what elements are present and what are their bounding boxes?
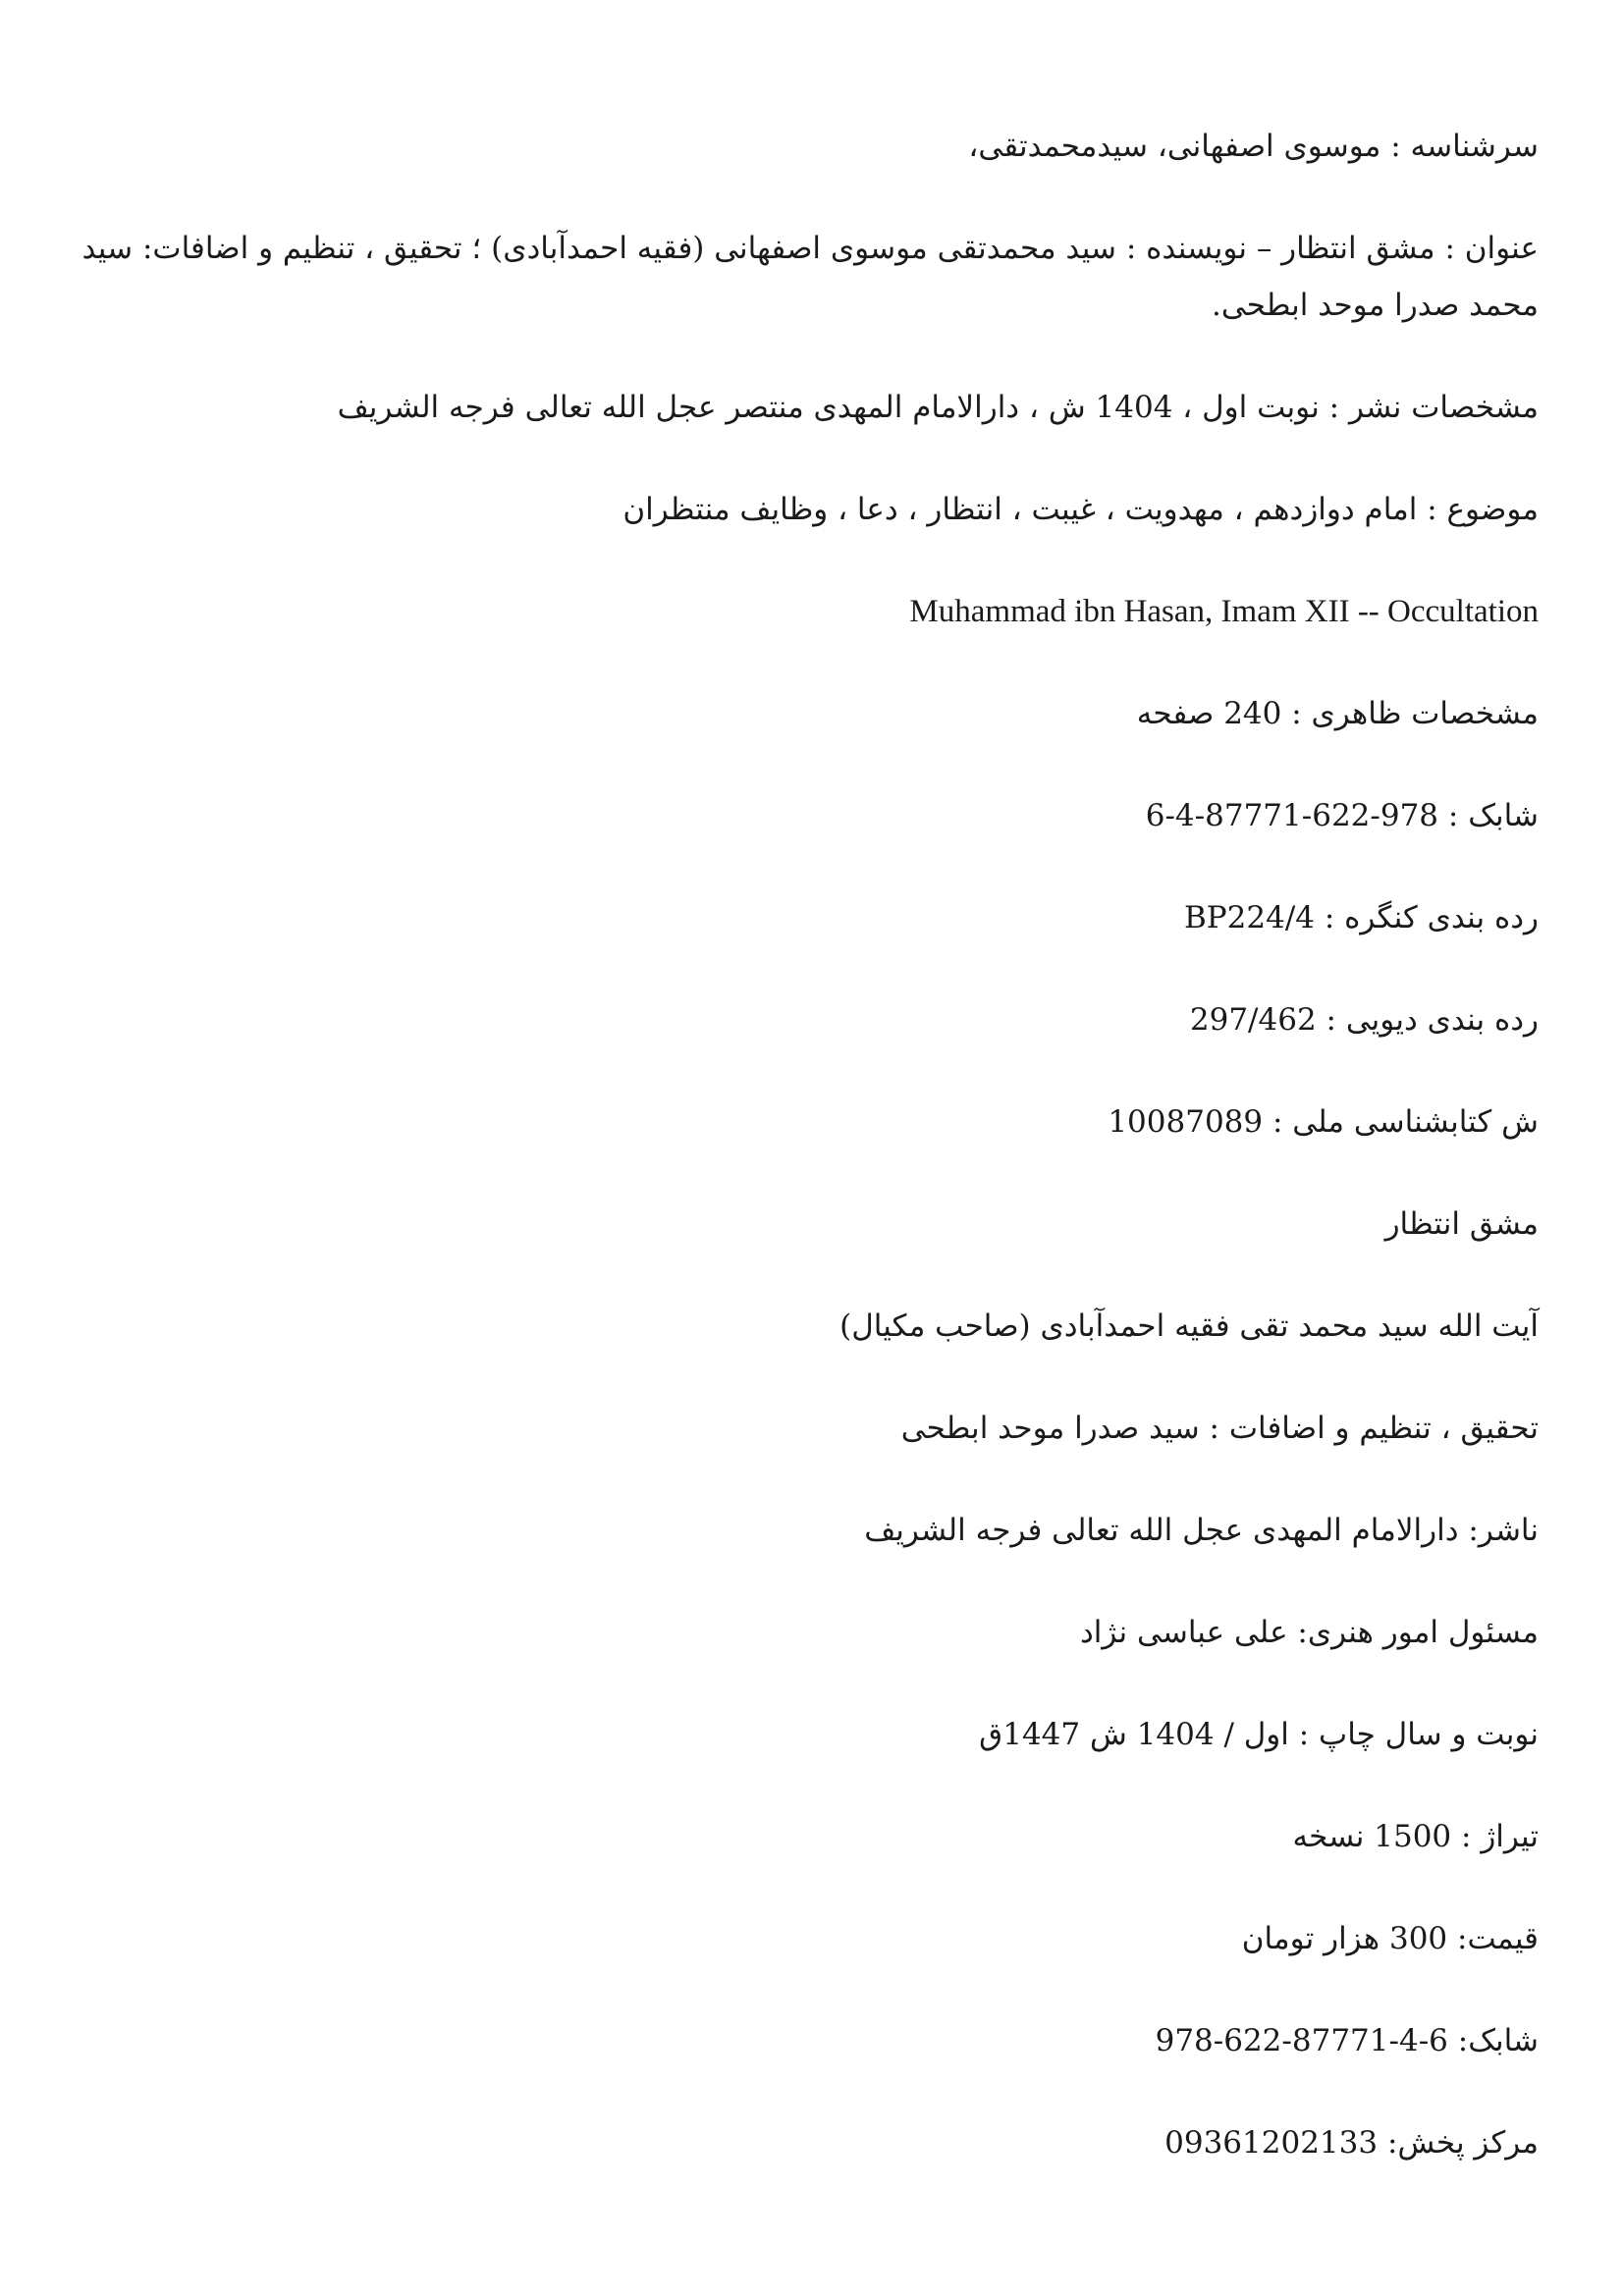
distribution-label: مرکز پخش: [1378, 2125, 1539, 2161]
congress-label: رده بندی کنگره : [1315, 900, 1539, 935]
subject-english: Muhammad ibn Hasan, Imam XII -- Occultation [909, 594, 1539, 629]
catalog-record [80, 118, 1539, 2216]
national-value: 10087089 [1108, 1104, 1264, 1140]
congress-value: BP224/4 [1184, 900, 1316, 935]
isbn-label: شابک : [1438, 798, 1539, 833]
publisher-line: ناشر: دارالامام المهدی عجل الله تعالی فرجه الشریف [864, 1513, 1539, 1548]
subject-line: موضوع : امام دوازدهم ، مهدویت ، غیبت ، انتظار ، دعا ، وظایف منتظران [622, 492, 1539, 527]
dewey-label: رده بندی دیویی : [1316, 1002, 1539, 1038]
print-run-line: تیراژ : 1500 نسخه [1292, 1819, 1539, 1854]
dewey-classification-line [80, 991, 1539, 1048]
price-line: قیمت: 300 هزار تومان [1241, 1921, 1539, 1956]
main-entry-heading: سرشناسه : موسوی اصفهانی، سیدمحمدتقی، [968, 129, 1539, 164]
editor-line: تحقیق ، تنظیم و اضافات : سید صدرا موحد ابطحی [900, 1411, 1539, 1446]
physical-description: مشخصات ظاهری : 240 صفحه [1136, 696, 1539, 731]
colophon-isbn-label: شابک: [1447, 2023, 1539, 2058]
colophon-isbn-value: 978-622-87771-4-6 [1155, 2023, 1448, 2058]
distribution-line [80, 2114, 1539, 2171]
congress-classification-line [80, 889, 1539, 946]
national-label: ش کتابشناسی ملی : [1263, 1104, 1539, 1140]
isbn-line [80, 787, 1539, 844]
distribution-value: 09361202133 [1164, 2125, 1379, 2161]
edition-line: نوبت و سال چاپ : اول / 1404 ش 1447ق [979, 1717, 1539, 1752]
dewey-value: 297/462 [1189, 1002, 1317, 1038]
art-director-line: مسئول امور هنری: علی عباسی نژاد [1080, 1615, 1539, 1650]
publication-details: مشخصات نشر : نوبت اول ، 1404 ش ، دارالامام المهدی منتصر عجل الله تعالی فرجه الشریف [337, 390, 1539, 425]
colophon-isbn-line [80, 2012, 1539, 2069]
book-title: مشق انتظار [1384, 1206, 1539, 1242]
author-line: آیت الله سید محمد تقی فقیه احمدآبادی (صاحب مکیال) [839, 1308, 1539, 1344]
title-statement: عنوان : مشق انتظار – نویسنده : سید محمدتقی موسوی اصفهانی (فقیه احمدآبادی) ؛ تحقیق ، تنظیم و اضافات: سید محمد صدرا موحد ابطحی. [81, 231, 1539, 323]
isbn-value: 6-4-87771-622-978 [1145, 798, 1439, 833]
national-bibliography-line [80, 1094, 1539, 1150]
